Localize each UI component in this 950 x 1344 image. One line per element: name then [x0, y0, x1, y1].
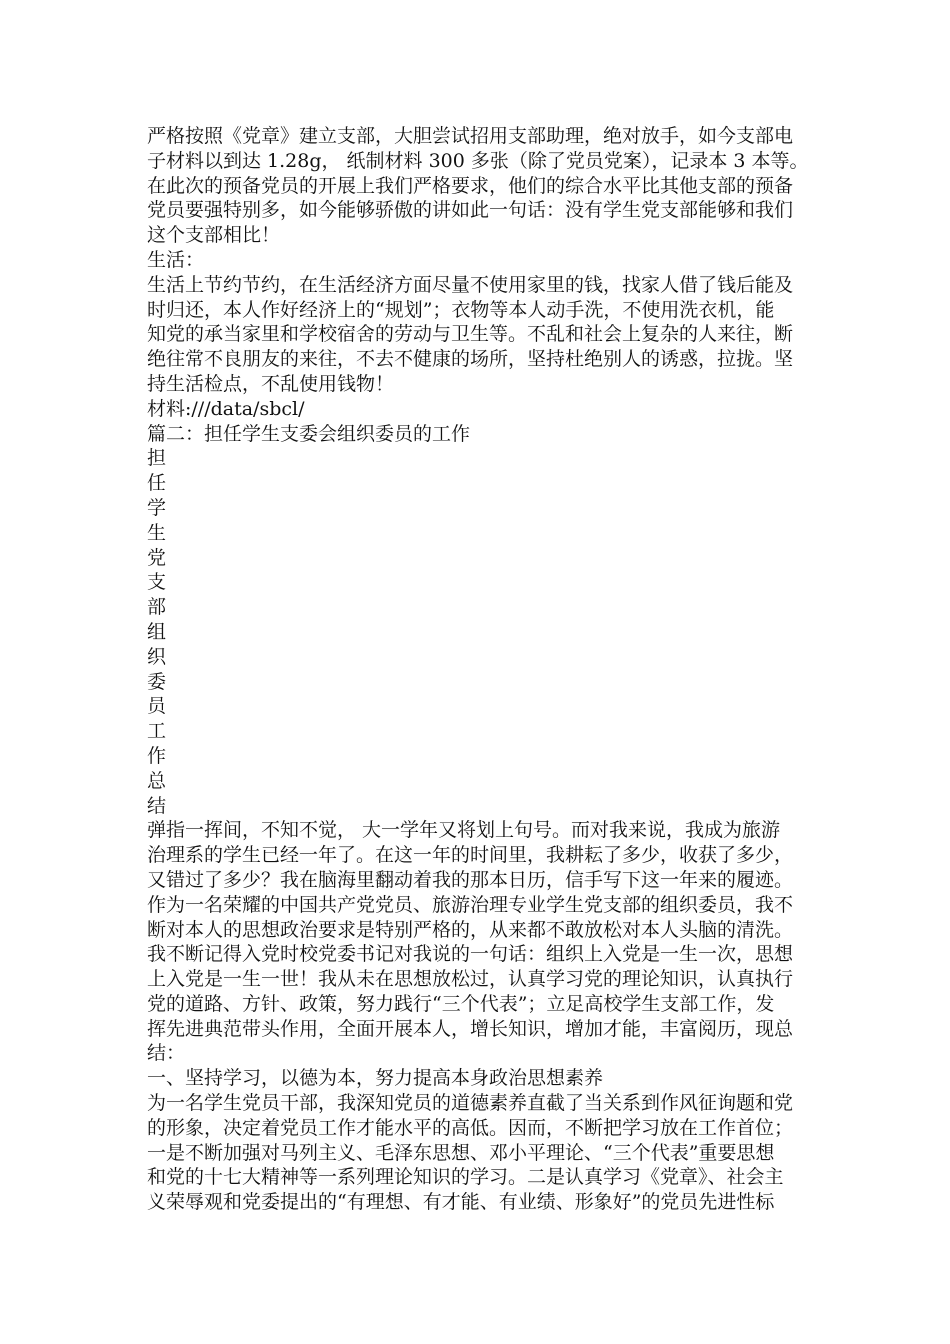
vertical-title	[147, 446, 803, 818]
vertical-title-char: 委	[147, 670, 167, 693]
text-line: 挥先进典范带头作用，全面开展本人，增长知识，增加才能，丰富阅历，现总	[147, 1017, 794, 1040]
vertical-title-char: 员	[147, 695, 167, 718]
paragraph-summary-intro	[147, 818, 803, 1066]
text-line: 党员要强特别多，如今能够骄傲的讲如此一句话：没有学生党支部能够和我们	[147, 199, 794, 222]
text-line: 作为一名荣耀的中国共产党党员、旅游治理专业学生党支部的组织委员，我不	[147, 893, 794, 916]
paragraph-life	[147, 273, 803, 397]
text-line: 为一名学生党员干部，我深知党员的道德素养直截了当关系到作风征询题和党	[147, 1092, 794, 1115]
section-title: 篇二：担任学生支委会组织委员的工作	[147, 422, 471, 445]
text-line: 和党的十七大精神等一系列理论知识的学习。二是认真学习《党章》、社会主	[147, 1166, 784, 1189]
text-line: 又错过了多少？我在脑海里翻动着我的那本日历，信手写下这一年来的履迹。	[147, 868, 794, 891]
text-line: 治理系的学生已经一年了。在这一年的时间里，我耕耘了多少，收获了多少，	[147, 844, 794, 867]
vertical-title-char: 织	[147, 645, 167, 668]
document-page	[147, 124, 809, 1215]
vertical-title-char: 支	[147, 571, 167, 594]
vertical-title-char: 组	[147, 620, 167, 643]
vertical-title-char: 担	[147, 447, 167, 470]
text-line: 我不断记得入党时校党委书记对我说的一句话：组织上入党是一生一次，思想	[147, 943, 794, 966]
text-line: 弹指一挥间，不知不觉， 大一学年又将划上句号。而对我来说，我成为旅游	[147, 819, 781, 842]
text-line: 持生活检点，不乱使用钱物！	[147, 372, 395, 395]
section-heading-1: 一、坚持学习，以德为本，努力提高本身政治思想素养	[147, 1067, 604, 1090]
text-line: 知党的承当家里和学校宿舍的劳动与卫生等。不乱和社会上复杂的人来往，断	[147, 323, 794, 346]
vertical-title-char: 部	[147, 596, 167, 619]
text-line: 在此次的预备党员的开展上我们严格要求，他们的综合水平比其他支部的预备	[147, 174, 794, 197]
text-line: 一是不断加强对马列主义、毛泽东思想、邓小平理论、“三个代表”重要思想	[147, 1141, 775, 1164]
life-heading: 生活：	[147, 248, 205, 271]
text-line: 的形象，决定着党员工作才能水平的高低。因而，不断把学习放在工作首位；	[147, 1116, 794, 1139]
text-line: 子材料以到达 1.28g， 纸制材料 300 多张（除了党员党案），记录本 3 本等。	[147, 149, 809, 172]
vertical-title-char: 工	[147, 720, 167, 743]
vertical-title-char: 生	[147, 521, 167, 544]
text-line: 这个支部相比！	[147, 224, 281, 247]
text-line: 绝往常不良朋友的来往，不去不健康的场所，坚持杜绝别人的诱惑，拉拢。坚	[147, 348, 794, 371]
text-line: 时归还，本人作好经济上的“规划”；衣物等本人动手洗，不使用洗衣机，能	[147, 298, 775, 321]
text-line: 断对本人的思想政治要求是特别严格的，从来都不敢放松对本人头脑的清洗。	[147, 918, 794, 941]
source-line: 材料:///data/sbcl/	[147, 397, 305, 420]
paragraph-study	[147, 1091, 803, 1215]
vertical-title-char: 任	[147, 472, 167, 495]
vertical-title-char: 总	[147, 769, 167, 792]
text-line: 结：	[147, 1042, 186, 1065]
text-line: 严格按照《党章》建立支部，大胆尝试招用支部助理，绝对放手，如今支部电	[147, 125, 794, 147]
text-line: 党的道路、方针、政策，努力践行“三个代表”；立足高校学生支部工作，发	[147, 992, 775, 1015]
vertical-title-char: 学	[147, 496, 167, 519]
vertical-title-char: 结	[147, 794, 167, 817]
vertical-title-char: 党	[147, 546, 167, 569]
vertical-title-char: 作	[147, 744, 167, 767]
text-line: 生活上节约节约，在生活经济方面尽量不使用家里的钱，找家人借了钱后能及	[147, 273, 794, 296]
text-line: 上入党是一生一世！我从未在思想放松过，认真学习党的理论知识，认真执行	[147, 968, 794, 991]
paragraph-branch-building	[147, 124, 809, 248]
text-line: 义荣辱观和党委提出的“有理想、有才能、有业绩、形象好”的党员先进性标	[147, 1191, 775, 1214]
